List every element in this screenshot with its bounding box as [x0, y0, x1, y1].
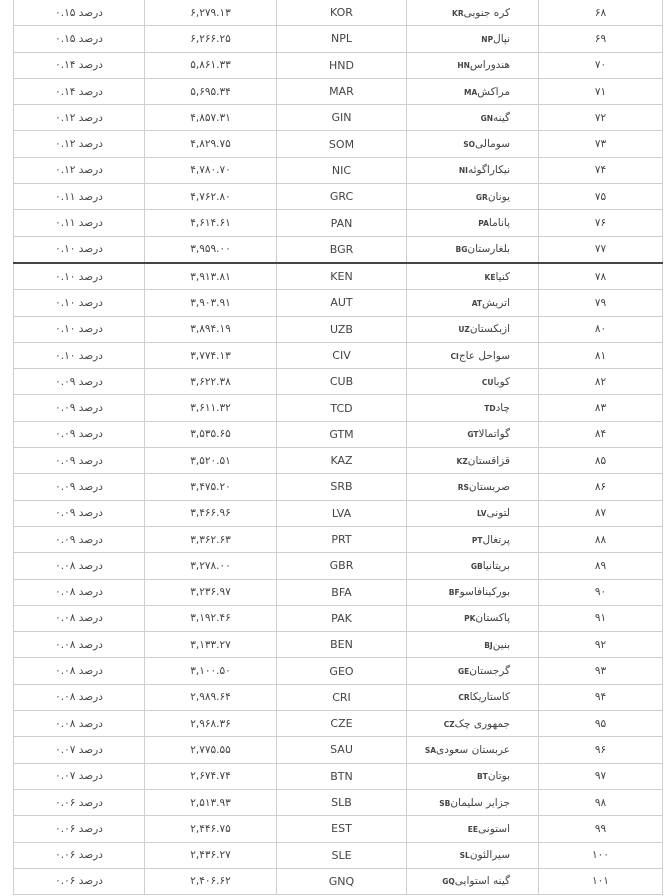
iso-code-cell: GEO: [277, 658, 407, 684]
value-cell: ۳,۹۱۳.۸۱: [145, 263, 277, 290]
value-cell: ۵,۶۹۵.۳۴: [145, 78, 277, 104]
country-name-cell: [407, 816, 539, 842]
country-code-label: PK: [464, 614, 476, 624]
table-row: [14, 658, 663, 684]
value-cell: ۳,۱۳۳.۲۷: [145, 632, 277, 658]
country-name: هندوراس: [469, 59, 510, 72]
table-row: [14, 868, 663, 894]
country-name-cell: [407, 632, 539, 658]
country-name: ازبکستان: [469, 323, 510, 336]
rank-cell: ۸۸: [539, 526, 663, 552]
share-percent-cell: ۰.۰۶ درصد: [14, 842, 145, 868]
table-row: [14, 816, 663, 842]
iso-code-cell: GNQ: [277, 868, 407, 894]
share-percent-cell: ۰.۰۷ درصد: [14, 737, 145, 763]
share-percent-cell: ۰.۱۰ درصد: [14, 316, 145, 342]
value-cell: ۲,۵۱۳.۹۳: [145, 789, 277, 815]
rank-cell: ۹۷: [539, 763, 663, 789]
country-name: گواتمالا: [478, 428, 510, 441]
value-cell: ۲,۴۳۶.۲۷: [145, 842, 277, 868]
value-cell: ۴,۶۱۴.۶۱: [145, 210, 277, 236]
country-name: نپال: [493, 32, 510, 45]
country-code-label: SB: [439, 798, 451, 808]
share-percent-cell: ۰.۱۰ درصد: [14, 263, 145, 290]
country-name: بورکینافاسو: [459, 586, 510, 599]
value-cell: ۲,۹۸۹.۶۴: [145, 684, 277, 710]
iso-code-cell: GBR: [277, 553, 407, 579]
country-name-cell: [407, 0, 539, 26]
table-row: [14, 632, 663, 658]
share-percent-cell: ۰.۱۴ درصد: [14, 78, 145, 104]
table-row: [14, 236, 663, 263]
country-name: سواحل عاج: [458, 349, 510, 362]
country-name-cell: [407, 737, 539, 763]
share-percent-cell: ۰.۰۸ درصد: [14, 711, 145, 737]
iso-code-cell: BEN: [277, 632, 407, 658]
country-code-label: EE: [467, 824, 479, 834]
iso-code-cell: CUB: [277, 369, 407, 395]
country-name-cell: [407, 184, 539, 210]
country-name-cell: [407, 868, 539, 894]
country-name-cell: [407, 210, 539, 236]
country-name-cell: [407, 316, 539, 342]
country-code-label: GN: [480, 113, 494, 123]
iso-code-cell: SOM: [277, 131, 407, 157]
share-percent-cell: ۰.۰۶ درصد: [14, 789, 145, 815]
rank-cell: ۶۸: [539, 0, 663, 26]
iso-code-cell: SLE: [277, 842, 407, 868]
country-name-cell: [407, 500, 539, 526]
value-cell: ۵,۸۶۱.۳۳: [145, 52, 277, 78]
rank-cell: ۹۵: [539, 711, 663, 737]
rank-cell: ۹۳: [539, 658, 663, 684]
table-row: [14, 316, 663, 342]
rank-cell: ۷۳: [539, 131, 663, 157]
iso-code-cell: AUT: [277, 290, 407, 316]
iso-code-cell: KEN: [277, 263, 407, 290]
table-row: [14, 526, 663, 552]
country-code-label: GE: [457, 667, 470, 677]
rank-cell: ۸۹: [539, 553, 663, 579]
country-name-cell: [407, 763, 539, 789]
value-cell: ۳,۵۳۵.۶۵: [145, 421, 277, 447]
rank-cell: ۹۸: [539, 789, 663, 815]
country-name: سیرالئون: [469, 849, 510, 862]
country-name-cell: [407, 131, 539, 157]
share-percent-cell: ۰.۰۸ درصد: [14, 632, 145, 658]
share-percent-cell: ۰.۰۶ درصد: [14, 816, 145, 842]
country-code-label: GT: [467, 430, 479, 440]
table-row: [14, 448, 663, 474]
share-percent-cell: ۰.۱۵ درصد: [14, 0, 145, 26]
table-row: [14, 763, 663, 789]
country-name-cell: [407, 789, 539, 815]
value-cell: ۳,۱۹۲.۴۶: [145, 605, 277, 631]
rank-cell: ۹۶: [539, 737, 663, 763]
value-cell: ۴,۸۲۹.۷۵: [145, 131, 277, 157]
country-name-cell: [407, 263, 539, 290]
country-name-cell: [407, 842, 539, 868]
country-name-cell: [407, 395, 539, 421]
value-cell: ۳,۴۷۵.۲۰: [145, 474, 277, 500]
country-code-label: MA: [463, 87, 478, 97]
table-row: [14, 26, 663, 52]
share-percent-cell: ۰.۰۸ درصد: [14, 605, 145, 631]
share-percent-cell: ۰.۰۷ درصد: [14, 763, 145, 789]
rank-cell: ۹۰: [539, 579, 663, 605]
rank-cell: ۹۹: [539, 816, 663, 842]
country-code-label: CI: [450, 351, 459, 361]
iso-code-cell: MAR: [277, 78, 407, 104]
rank-cell: ۱۰۰: [539, 842, 663, 868]
rank-cell: ۹۲: [539, 632, 663, 658]
iso-code-cell: BGR: [277, 236, 407, 263]
iso-code-cell: SAU: [277, 737, 407, 763]
country-name: مراکش: [477, 85, 510, 98]
rank-cell: ۷۸: [539, 263, 663, 290]
value-cell: ۶,۲۶۶.۲۵: [145, 26, 277, 52]
iso-code-cell: BFA: [277, 579, 407, 605]
table-row: [14, 711, 663, 737]
rank-cell: ۷۷: [539, 236, 663, 263]
value-cell: ۳,۸۹۴.۱۹: [145, 316, 277, 342]
value-cell: ۲,۴۰۶.۶۲: [145, 868, 277, 894]
iso-code-cell: TCD: [277, 395, 407, 421]
country-name-cell: [407, 236, 539, 263]
table-row: [14, 395, 663, 421]
iso-code-cell: GTM: [277, 421, 407, 447]
share-percent-cell: ۰.۰۸ درصد: [14, 684, 145, 710]
iso-code-cell: LVA: [277, 500, 407, 526]
country-name: گرجستان: [469, 665, 510, 678]
value-cell: ۳,۴۶۶.۹۶: [145, 500, 277, 526]
country-name-cell: [407, 78, 539, 104]
iso-code-cell: CRI: [277, 684, 407, 710]
iso-code-cell: CZE: [277, 711, 407, 737]
country-name-cell: [407, 658, 539, 684]
country-name: استونی: [478, 822, 510, 835]
country-code-label: RS: [457, 482, 469, 492]
country-name-cell: [407, 342, 539, 368]
share-percent-cell: ۰.۰۸ درصد: [14, 553, 145, 579]
rank-cell: ۶۹: [539, 26, 663, 52]
share-percent-cell: ۰.۱۲ درصد: [14, 105, 145, 131]
table-row: [14, 500, 663, 526]
country-code-label: BF: [448, 588, 460, 598]
country-name: کره جنوبی: [463, 6, 510, 19]
rank-cell: ۸۰: [539, 316, 663, 342]
table-row: [14, 131, 663, 157]
iso-code-cell: GRC: [277, 184, 407, 210]
table-row: [14, 290, 663, 316]
country-name-cell: [407, 526, 539, 552]
country-table: [13, 0, 663, 895]
table-row: [14, 605, 663, 631]
value-cell: ۳,۱۰۰.۵۰: [145, 658, 277, 684]
iso-code-cell: EST: [277, 816, 407, 842]
iso-code-cell: HND: [277, 52, 407, 78]
country-code-label: TD: [484, 404, 496, 414]
value-cell: ۳,۷۷۴.۱۳: [145, 342, 277, 368]
country-code-label: KE: [484, 272, 496, 282]
country-code-label: HN: [457, 61, 470, 71]
share-percent-cell: ۰.۱۲ درصد: [14, 157, 145, 183]
country-name: اتریش: [482, 296, 510, 309]
country-code-label: KZ: [456, 456, 468, 466]
value-cell: ۴,۸۵۷.۳۱: [145, 105, 277, 131]
share-percent-cell: ۰.۱۲ درصد: [14, 131, 145, 157]
country-code-label: CU: [481, 377, 494, 387]
iso-code-cell: BTN: [277, 763, 407, 789]
value-cell: ۳,۶۲۲.۳۸: [145, 369, 277, 395]
share-percent-cell: ۰.۰۸ درصد: [14, 658, 145, 684]
country-name: چاد: [495, 402, 510, 415]
country-name-cell: [407, 52, 539, 78]
share-percent-cell: ۰.۰۹ درصد: [14, 474, 145, 500]
rank-cell: ۷۱: [539, 78, 663, 104]
country-name: بنین: [492, 638, 510, 651]
value-cell: ۳,۲۳۶.۹۷: [145, 579, 277, 605]
country-name-cell: [407, 421, 539, 447]
rank-cell: ۹۱: [539, 605, 663, 631]
country-code-label: GB: [470, 561, 483, 571]
iso-code-cell: CIV: [277, 342, 407, 368]
value-cell: ۳,۵۲۰.۵۱: [145, 448, 277, 474]
country-name-cell: [407, 157, 539, 183]
share-percent-cell: ۰.۰۶ درصد: [14, 868, 145, 894]
iso-code-cell: KAZ: [277, 448, 407, 474]
country-name: نیکاراگوئه: [467, 164, 510, 177]
rank-cell: ۷۵: [539, 184, 663, 210]
table-row: [14, 184, 663, 210]
table-row: [14, 78, 663, 104]
iso-code-cell: PRT: [277, 526, 407, 552]
table-row: [14, 553, 663, 579]
table-row: [14, 52, 663, 78]
country-code-label: BT: [476, 772, 488, 782]
country-name: کنیا: [495, 270, 510, 283]
value-cell: ۲,۷۷۵.۵۵: [145, 737, 277, 763]
country-name: گینه استوایی: [454, 875, 510, 888]
country-code-label: LV: [476, 509, 487, 519]
value-cell: ۲,۶۷۴.۷۴: [145, 763, 277, 789]
country-name-cell: [407, 369, 539, 395]
country-code-label: SA: [424, 745, 437, 755]
country-name-cell: [407, 26, 539, 52]
table-row: [14, 737, 663, 763]
iso-code-cell: GIN: [277, 105, 407, 131]
value-cell: ۳,۹۰۳.۹۱: [145, 290, 277, 316]
share-percent-cell: ۰.۱۴ درصد: [14, 52, 145, 78]
share-percent-cell: ۰.۱۵ درصد: [14, 26, 145, 52]
value-cell: ۳,۲۷۸.۰۰: [145, 553, 277, 579]
share-percent-cell: ۰.۱۰ درصد: [14, 236, 145, 263]
rank-cell: ۸۳: [539, 395, 663, 421]
country-name: کوبا: [493, 375, 510, 388]
table-row: [14, 157, 663, 183]
country-code-label: BJ: [484, 640, 493, 650]
share-percent-cell: ۰.۰۹ درصد: [14, 369, 145, 395]
country-name-cell: [407, 553, 539, 579]
country-name: بوتان: [487, 770, 510, 783]
country-name-cell: [407, 579, 539, 605]
table-row: [14, 263, 663, 290]
share-percent-cell: ۰.۰۹ درصد: [14, 526, 145, 552]
iso-code-cell: NIC: [277, 157, 407, 183]
rank-cell: ۷۶: [539, 210, 663, 236]
table-row: [14, 105, 663, 131]
rank-cell: ۷۰: [539, 52, 663, 78]
rank-cell: ۸۶: [539, 474, 663, 500]
rank-cell: ۷۹: [539, 290, 663, 316]
table-row: [14, 369, 663, 395]
share-percent-cell: ۰.۰۹ درصد: [14, 500, 145, 526]
rank-cell: ۸۴: [539, 421, 663, 447]
value-cell: ۴,۷۸۰.۷۰: [145, 157, 277, 183]
country-name: قزاقستان: [467, 454, 510, 467]
table-row: [14, 342, 663, 368]
table-row: [14, 684, 663, 710]
country-code-label: CZ: [443, 719, 455, 729]
country-name: لتونی: [486, 507, 510, 520]
country-name: گینه: [493, 111, 510, 124]
value-cell: ۴,۷۶۲.۸۰: [145, 184, 277, 210]
iso-code-cell: PAN: [277, 210, 407, 236]
value-cell: ۲,۹۶۸.۳۶: [145, 711, 277, 737]
country-name: پرتغال: [482, 533, 510, 546]
country-name-cell: [407, 290, 539, 316]
country-code-label: BG: [455, 245, 468, 255]
rank-cell: ۷۲: [539, 105, 663, 131]
value-cell: ۳,۳۶۲.۶۳: [145, 526, 277, 552]
rank-cell: ۸۲: [539, 369, 663, 395]
share-percent-cell: ۰.۰۹ درصد: [14, 448, 145, 474]
country-name: پاکستان: [475, 612, 510, 625]
country-code-label: SO: [463, 140, 475, 150]
country-code-label: GQ: [442, 877, 455, 887]
share-percent-cell: ۰.۰۹ درصد: [14, 395, 145, 421]
share-percent-cell: ۰.۱۱ درصد: [14, 210, 145, 236]
iso-code-cell: NPL: [277, 26, 407, 52]
country-code-label: NI: [458, 166, 468, 176]
country-name-cell: [407, 105, 539, 131]
value-cell: ۳,۹۵۹.۰۰: [145, 236, 277, 263]
country-name-cell: [407, 474, 539, 500]
table-row: [14, 210, 663, 236]
iso-code-cell: SLB: [277, 789, 407, 815]
table-row: [14, 579, 663, 605]
table-body: [14, 0, 663, 895]
iso-code-cell: PAK: [277, 605, 407, 631]
rank-cell: ۸۵: [539, 448, 663, 474]
share-percent-cell: ۰.۱۰ درصد: [14, 290, 145, 316]
table-row: [14, 474, 663, 500]
country-code-label: PT: [471, 535, 483, 545]
table-row: [14, 0, 663, 26]
country-code-label: CR: [458, 693, 470, 703]
country-name: کاستاریکا: [469, 691, 510, 704]
country-code-label: KR: [452, 8, 464, 18]
iso-code-cell: SRB: [277, 474, 407, 500]
share-percent-cell: ۰.۱۰ درصد: [14, 342, 145, 368]
country-name-cell: [407, 684, 539, 710]
iso-code-cell: KOR: [277, 0, 407, 26]
rank-cell: ۷۴: [539, 157, 663, 183]
share-percent-cell: ۰.۰۸ درصد: [14, 579, 145, 605]
country-name: عربستان سعودی: [436, 743, 510, 756]
country-name: پاناما: [488, 217, 510, 230]
country-name: صربستان: [468, 480, 510, 493]
share-percent-cell: ۰.۰۹ درصد: [14, 421, 145, 447]
country-name: بلغارستان: [467, 243, 510, 256]
share-percent-cell: ۰.۱۱ درصد: [14, 184, 145, 210]
country-name: جمهوری چک: [454, 717, 510, 730]
country-code-label: UZ: [458, 325, 470, 335]
rank-cell: ۱۰۱: [539, 868, 663, 894]
value-cell: ۲,۴۴۶.۷۵: [145, 816, 277, 842]
table-row: [14, 842, 663, 868]
rank-cell: ۹۴: [539, 684, 663, 710]
table-row: [14, 421, 663, 447]
rank-cell: ۸۱: [539, 342, 663, 368]
country-name-cell: [407, 605, 539, 631]
value-cell: ۶,۲۷۹.۱۳: [145, 0, 277, 26]
rank-cell: ۸۷: [539, 500, 663, 526]
country-name-cell: [407, 448, 539, 474]
country-name: یونان: [487, 190, 510, 203]
country-name: سومالی: [475, 138, 510, 151]
value-cell: ۳,۶۱۱.۳۲: [145, 395, 277, 421]
country-name: جزایر سلیمان: [450, 796, 510, 809]
country-code-label: AT: [471, 298, 483, 308]
country-code-label: NP: [481, 34, 494, 44]
country-code-label: GR: [475, 192, 488, 202]
country-code-label: PA: [478, 219, 489, 229]
country-code-label: SL: [459, 851, 470, 861]
country-name-cell: [407, 711, 539, 737]
table-row: [14, 789, 663, 815]
country-name: بریتانیا: [482, 559, 510, 572]
iso-code-cell: UZB: [277, 316, 407, 342]
